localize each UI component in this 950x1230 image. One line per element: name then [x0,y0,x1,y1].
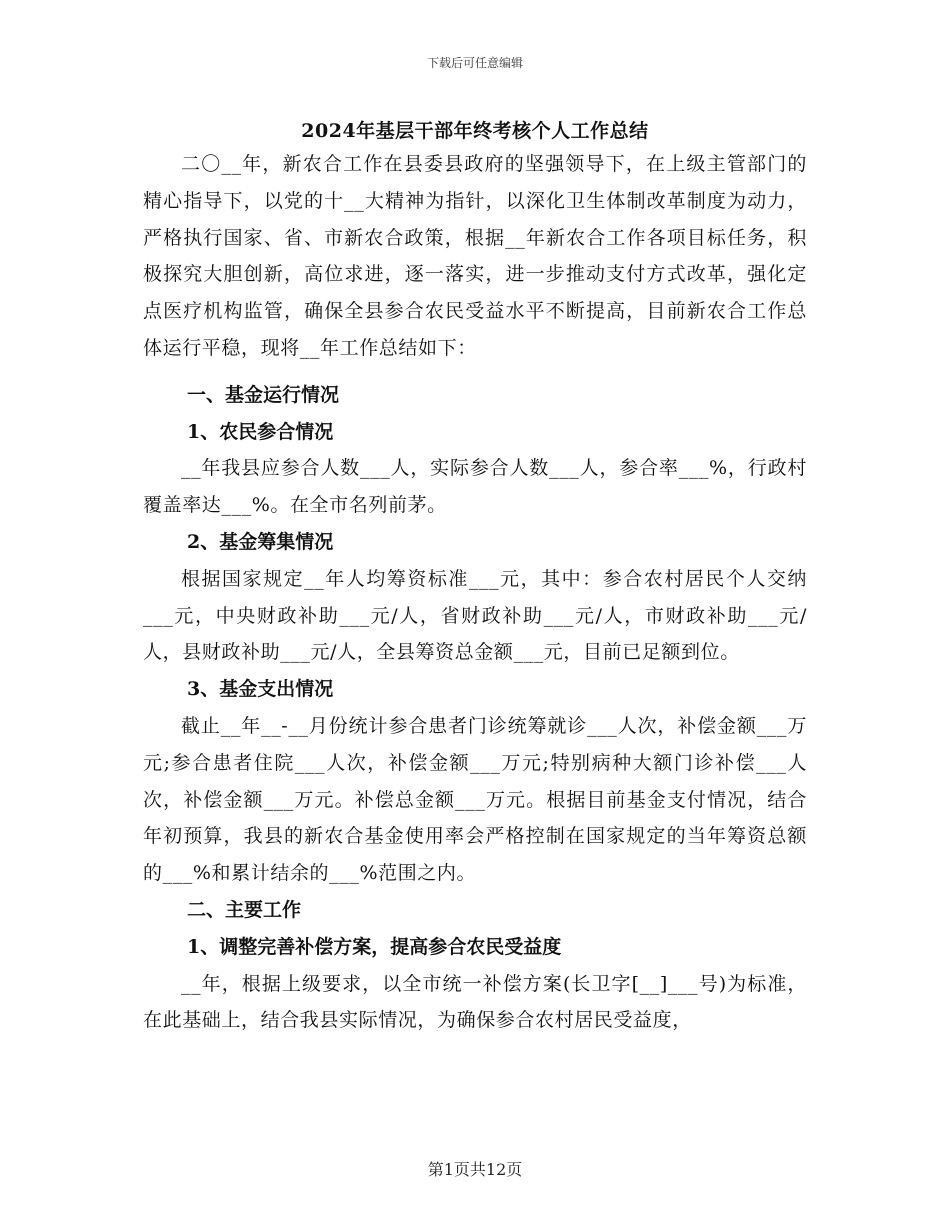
page-footer: 第1页共12页 [427,1160,523,1179]
participation-paragraph: __年我县应参合人数___人，实际参合人数___人，参合率___%，行政村覆盖率达___%。在全市名列前茅。 [143,457,807,517]
subsection-heading-participation: 1、农民参合情况 [187,420,334,443]
subsection-heading-fund-raising: 2、基金筹集情况 [187,530,334,553]
fund-raising-paragraph: 根据国家规定__年人均筹资标准___元，其中：参合农村居民个人交纳___元，中央财政补助___元/人，省财政补助___元/人，市财政补助___元/人，县财政补助___元/人，全县筹资总金额___元，目前已足额到位。 [143,567,807,664]
subsection-heading-fund-expenditure: 3、基金支出情况 [187,678,334,701]
compensation-plan-paragraph: __年，根据上级要求，以全市统一补偿方案(长卫字[__]___号)为标准，在此基础上，结合我县实际情况，为确保参合农村居民受益度， [143,972,807,1032]
intro-paragraph: 二〇__年，新农合工作在县委县政府的坚强领导下，在上级主管部门的精心指导下，以党的十__大精神为指针，以深化卫生体制改革制度为动力，严格执行国家、省、市新农合政策，根据__年新农合工作各项目标任务，积极探究大胆创新，高位求进，逐一落实，进一步推动支付方式改革，强化定点医疗机构监管，确保全县参合农民受益水平不断提高，目前新农合工作总体运行平稳，现将__年工作总结如下： [143,153,807,359]
document-title: 2024年基层干部年终考核个人工作总结 [301,120,649,142]
fund-expenditure-paragraph: 截止__年__-__月份统计参合患者门诊统筹就诊___人次，补偿金额___万元;参合患者住院___人次，补偿金额___万元;特别病种大额门诊补偿___人次，补偿金额___万元。补偿总金额___万元。根据目前基金支付情况，结合年初预算，我县的新农合基金使用率会严格控制在国家规定的当年筹资总额的___%和累计结余的___%范围之内。 [143,714,807,885]
document-body [143,146,807,1039]
section-heading-main-work: 二、主要工作 [187,898,302,921]
subsection-heading-compensation-plan: 1、调整完善补偿方案，提高参合农民受益度 [187,935,562,958]
header-note: 下载后可任意编辑 [426,56,523,70]
section-heading-fund-operation: 一、基金运行情况 [187,383,340,406]
